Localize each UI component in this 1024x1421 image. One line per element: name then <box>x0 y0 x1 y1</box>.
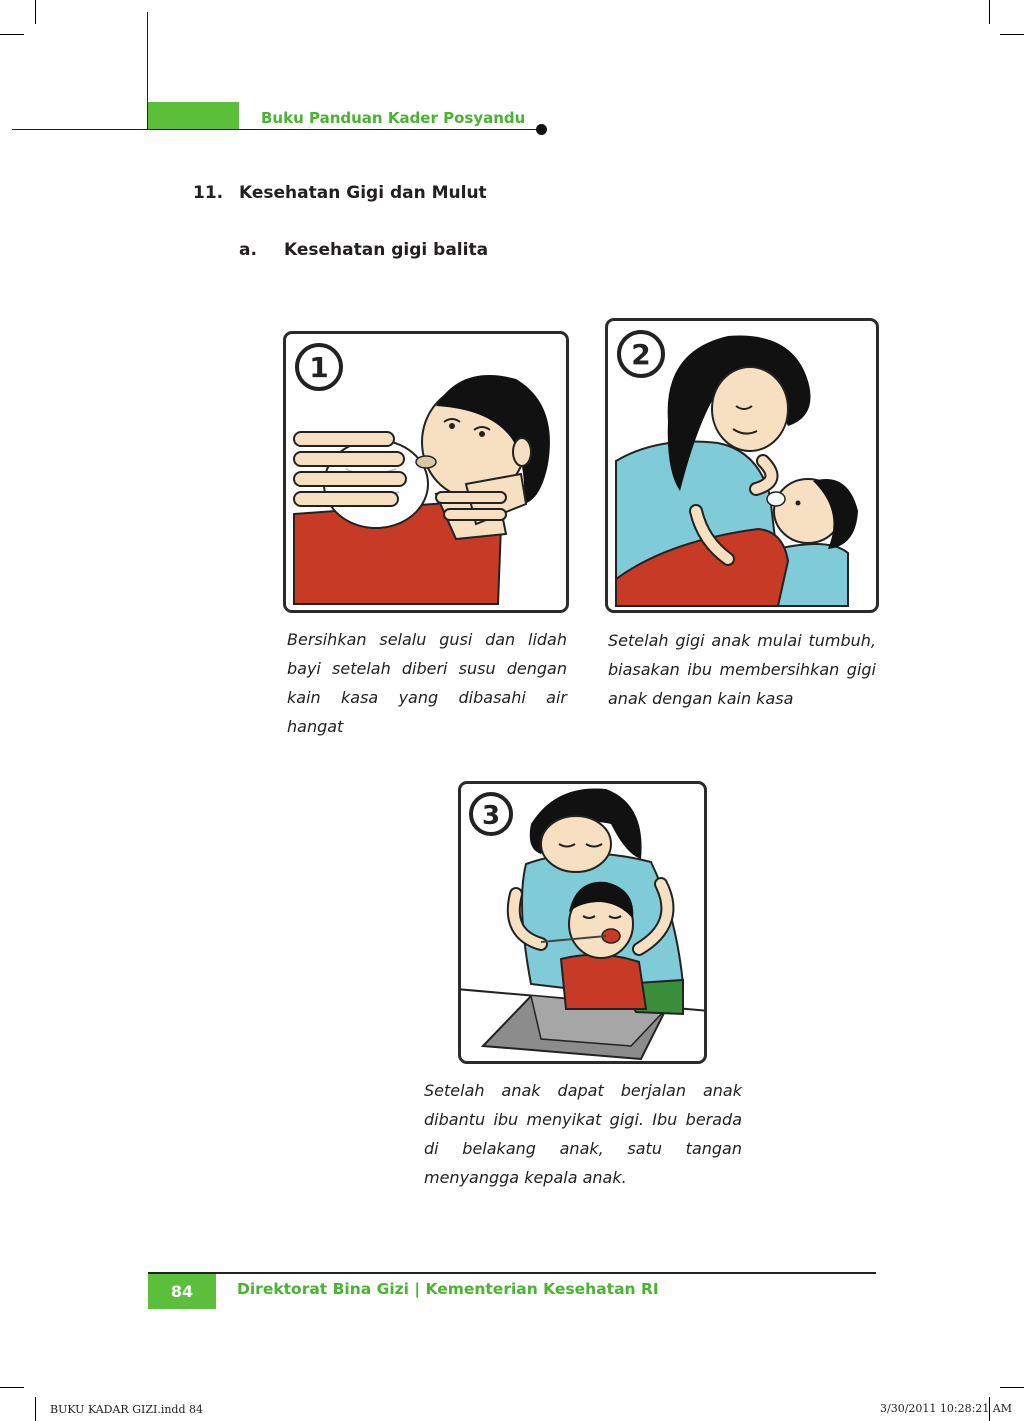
mother-cleaning-child-teeth-illustration <box>608 321 876 610</box>
crop-mark <box>1000 1387 1024 1388</box>
section-title: Kesehatan Gigi dan Mulut <box>239 183 487 203</box>
footer-publisher: Direktorat Bina Gizi | Kementerian Kesehatan RI <box>237 1280 659 1298</box>
slug-filename: BUKU KADAR GIZI.indd 84 <box>50 1403 204 1416</box>
illustration-panel-2 <box>605 318 879 613</box>
illustration-panel-3 <box>458 781 707 1064</box>
crop-mark <box>0 1387 24 1388</box>
caption-panel-1: Bersihkan selalu gusi dan lidah bayi setelah diberi susu dengan kain kasa yang dibasahi air hangat <box>287 630 567 736</box>
badge-number: 2 <box>631 338 651 371</box>
baby-gum-cleaning-illustration <box>286 334 566 610</box>
header-dot <box>536 124 547 135</box>
header-green-block <box>148 102 239 129</box>
badge-number: 3 <box>481 801 501 831</box>
subsection-title: Kesehatan gigi balita <box>284 240 489 260</box>
illustration-panel-1 <box>283 331 569 613</box>
page-number: 84 <box>170 1282 194 1301</box>
crop-mark <box>35 0 36 24</box>
crop-mark <box>35 1397 36 1421</box>
caption-panel-3: Setelah anak dapat berjalan anak dibantu ibu menyikat gigi. Ibu berada di belakang anak, satu tangan menyangga kepala anak. <box>424 1081 742 1187</box>
subsection-letter: a. <box>239 240 257 260</box>
crop-mark <box>0 34 24 35</box>
caption-panel-2: Setelah gigi anak mulai tumbuh, biasakan ibu membersihkan gigi anak dengan kain kasa <box>608 631 876 708</box>
badge-number: 1 <box>309 351 329 384</box>
crop-mark <box>1000 34 1024 35</box>
header-rule <box>12 129 540 130</box>
footer-rule <box>148 1272 876 1274</box>
slug-timestamp: 3/30/2011 10:28:21 AM <box>880 1402 1013 1415</box>
running-header-title: Buku Panduan Kader Posyandu <box>261 109 526 127</box>
section-number: 11. <box>193 183 224 203</box>
crop-mark <box>989 0 990 24</box>
mother-brushing-child-teeth-illustration <box>461 784 704 1061</box>
